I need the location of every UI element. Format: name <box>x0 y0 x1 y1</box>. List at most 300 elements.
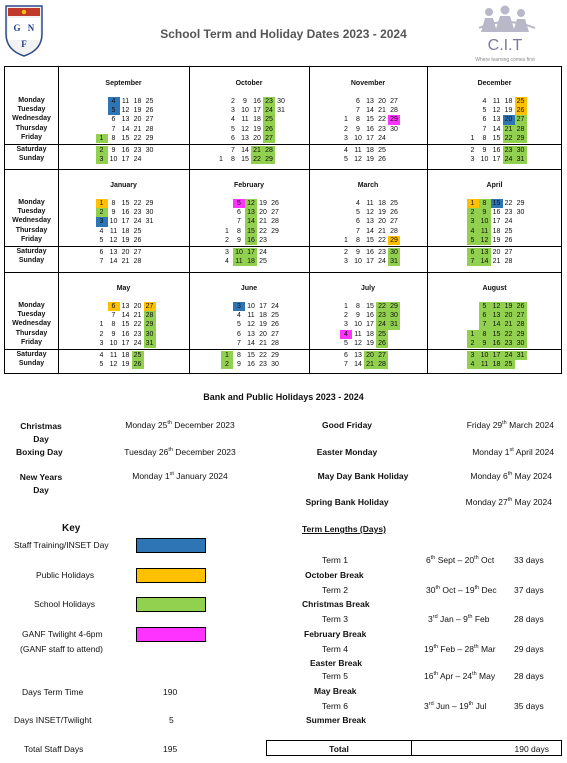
calendar-date: 5 <box>356 209 360 217</box>
calendar-date: 28 <box>133 258 142 266</box>
calendar-date: 4 <box>225 258 229 266</box>
day-label: Wednesday <box>12 115 51 123</box>
total-staff-days-value: 195 <box>163 744 178 754</box>
calendar-date: 6 <box>344 352 348 359</box>
calendar-date: 2 <box>221 360 233 369</box>
calendar-date: 15 <box>366 303 374 310</box>
key-twilight-label: GANF Twilight 4-6pm <box>22 629 103 639</box>
calendar-date: 14 <box>241 147 249 154</box>
calendar-date: 5 <box>479 302 491 311</box>
calendar-date: 31 <box>388 320 400 329</box>
calendar-date: 19 <box>366 339 374 347</box>
calendar-date: 13 <box>354 352 362 359</box>
calendar-date: 4 <box>482 98 487 105</box>
weekend-separator <box>5 246 561 247</box>
calendar-date: 11 <box>247 312 255 320</box>
key-public-label: Public Holidays <box>36 570 95 580</box>
calendar-date: 24 <box>378 134 386 142</box>
calendar-date: 8 <box>111 200 116 207</box>
calendar-date: 11 <box>479 227 491 236</box>
calendar-date: 14 <box>366 107 374 115</box>
calendar-date: 23 <box>133 209 142 217</box>
calendar-date: 10 <box>109 156 118 164</box>
calendar-date: 10 <box>233 248 245 257</box>
calendar-date: 18 <box>366 147 374 154</box>
calendar-date: 30 <box>277 98 285 105</box>
term-5-label: Term 5 <box>322 671 348 681</box>
term-6-label: Term 6 <box>322 701 348 711</box>
calendar-date: 29 <box>144 320 156 329</box>
calendar-date: 13 <box>366 218 374 226</box>
calendar-date: 30 <box>388 311 400 320</box>
calendar-date: 12 <box>109 236 118 244</box>
calendar-date: 16 <box>121 209 130 217</box>
calendar-date: 15 <box>366 236 374 244</box>
crest-letter-g: G <box>13 23 21 33</box>
calendar-date: 21 <box>492 258 501 266</box>
calendar-date: 19 <box>121 236 130 244</box>
calendar-date: 8 <box>231 156 235 164</box>
calendar-date: 29 <box>388 115 400 124</box>
calendar-date: 28 <box>515 320 527 329</box>
calendar-date: 14 <box>366 227 374 235</box>
easter-break: Easter Break <box>310 658 362 668</box>
calendar-date: 30 <box>515 146 527 155</box>
calendar-date: 26 <box>504 236 513 244</box>
calendar-date: 9 <box>479 208 491 217</box>
calendar-date: 4 <box>99 227 104 235</box>
calendar-date: 22 <box>503 330 515 339</box>
calendar-date: 19 <box>253 125 261 133</box>
calendar-date: 3 <box>470 156 475 164</box>
grid-vline <box>427 67 428 373</box>
calendar-date: 15 <box>121 200 130 207</box>
calendar-date: 18 <box>121 352 130 359</box>
calendar-date: 21 <box>133 312 142 320</box>
calendar-date: 21 <box>378 107 386 115</box>
calendar-date: 14 <box>247 339 255 347</box>
month-name: October <box>235 80 263 87</box>
days-term-time-label: Days Term Time <box>22 687 84 697</box>
day-label: Tuesday <box>17 311 46 319</box>
calendar-date: 24 <box>259 249 267 256</box>
calendar-date: 1 <box>96 134 108 143</box>
calendar-date: 25 <box>378 147 386 154</box>
calendar-date: 27 <box>390 98 398 105</box>
calendar-date: 16 <box>121 330 130 338</box>
term-6-days: 35 days <box>514 701 544 711</box>
calendar-date: 22 <box>133 134 142 142</box>
calendar-date: 7 <box>111 312 116 320</box>
key-public-swatch <box>136 568 206 583</box>
calendar-date: 26 <box>378 156 386 164</box>
calendar-date: 14 <box>491 320 503 329</box>
calendar-date: 19 <box>503 302 515 311</box>
total-label: Total <box>329 744 349 754</box>
key-inset-label: Staff Training/INSET Day <box>14 540 109 550</box>
day-label: Thursday <box>15 124 48 132</box>
calendar-date: 7 <box>482 125 487 133</box>
may-day-date: Monday 6th May 2024 <box>470 471 552 481</box>
calendar-date: 29 <box>515 330 527 339</box>
calendar-date: 23 <box>259 236 267 244</box>
calendar-date: 6 <box>99 249 104 256</box>
calendar-date: 16 <box>121 147 130 154</box>
term-2-days: 37 days <box>514 585 544 595</box>
calendar-date: 13 <box>121 303 130 310</box>
calendar-date: 5 <box>467 236 479 245</box>
calendar-date: 11 <box>354 147 362 154</box>
boxing-day-label: Boxing Day <box>16 447 63 457</box>
calendar-date: 20 <box>503 115 515 124</box>
term-1-label: Term 1 <box>322 555 348 565</box>
calendar-date: 27 <box>390 218 398 226</box>
calendar-date: 28 <box>145 125 154 133</box>
calendar-date: 7 <box>356 107 360 115</box>
day-label: Sunday <box>18 257 45 265</box>
month-name: March <box>357 182 379 189</box>
day-label: Monday <box>18 199 45 206</box>
calendar-date: 27 <box>504 249 513 256</box>
calendar-date: 27 <box>144 302 156 311</box>
calendar-date: 18 <box>121 227 130 235</box>
key-twilight-note: (GANF staff to attend) <box>20 644 103 654</box>
calendar-date: 8 <box>237 227 241 235</box>
calendar-date: 8 <box>356 236 360 244</box>
day-label: Wednesday <box>12 320 51 328</box>
calendar-date: 5 <box>99 361 104 369</box>
calendar-date: 11 <box>492 98 501 105</box>
calendar-date: 10 <box>109 218 118 226</box>
calendar-date: 11 <box>121 98 130 105</box>
calendar-date: 3 <box>344 134 348 142</box>
grid-vline <box>189 67 190 373</box>
calendar-date: 2 <box>96 208 108 217</box>
calendar-date: 7 <box>344 361 348 369</box>
calendar-date: 28 <box>515 125 527 134</box>
calendar-date: 28 <box>390 227 398 235</box>
calendar-date: 19 <box>378 209 386 217</box>
calendar-date: 20 <box>121 249 130 256</box>
calendar-date: 20 <box>364 351 376 360</box>
calendar-date: 21 <box>251 146 263 155</box>
calendar-date: 20 <box>133 303 142 310</box>
calendar-date: 16 <box>491 339 503 348</box>
calendar-date: 22 <box>503 134 515 143</box>
calendar-date: 17 <box>259 303 267 310</box>
calendar-date: 15 <box>245 227 257 236</box>
calendar-date: 6 <box>467 248 479 257</box>
calendar-date: 16 <box>253 98 261 105</box>
may-break: May Break <box>314 686 357 696</box>
calendar-date: 25 <box>390 200 398 207</box>
calendar-date: 1 <box>99 321 104 329</box>
day-label: Thursday <box>15 226 48 234</box>
calendar-date: 6 <box>482 116 487 124</box>
calendar-date: 6 <box>237 330 241 338</box>
term-1-dates: 6th Sept – 20th Oct <box>426 555 495 565</box>
calendar-date: 26 <box>390 209 398 217</box>
calendar-date: 30 <box>145 209 154 217</box>
calendar-date: 17 <box>491 351 503 360</box>
calendar-date: 2 <box>96 146 108 155</box>
calendar-date: 6 <box>356 218 360 226</box>
calendar-date: 15 <box>121 134 130 142</box>
calendar-date: 24 <box>378 258 386 266</box>
calendar-date: 3 <box>225 249 229 256</box>
calendar-date: 14 <box>492 125 501 133</box>
calendar-date: 13 <box>109 249 118 256</box>
calendar-date: 25 <box>259 258 267 266</box>
calendar-date: 10 <box>354 134 362 142</box>
calendar-date: 13 <box>479 248 491 257</box>
easter-monday-date: Monday 1st April 2024 <box>472 447 554 457</box>
calendar-date: 20 <box>259 330 267 338</box>
calendar-date: 2 <box>231 98 235 105</box>
cit-logo <box>445 4 557 66</box>
calendar-date: 2 <box>470 147 475 154</box>
month-name: January <box>110 182 137 189</box>
calendar-date: 25 <box>376 330 388 339</box>
month-name: May <box>116 285 131 292</box>
grid-vline <box>58 67 59 373</box>
calendar-date: 29 <box>271 227 279 235</box>
calendar-date: 29 <box>516 200 525 207</box>
calendar-date: 19 <box>259 200 267 207</box>
day-label: Tuesday <box>17 106 46 114</box>
calendar-date: 29 <box>145 200 154 207</box>
calendar-date: 5 <box>233 199 245 208</box>
calendar-date: 15 <box>241 156 249 164</box>
calendar-date: 4 <box>108 97 120 106</box>
calendar-date: 21 <box>503 125 515 134</box>
calendar-date: 12 <box>109 361 118 369</box>
calendar-date: 21 <box>378 227 386 235</box>
calendar-date: 23 <box>504 209 513 217</box>
calendar-date: 24 <box>503 351 515 360</box>
calendar-date: 22 <box>376 302 388 311</box>
calendar-date: 7 <box>237 339 241 347</box>
calendar-date: 1 <box>225 227 229 235</box>
calendar-date: 8 <box>237 352 241 359</box>
calendar-date: 21 <box>259 218 267 226</box>
calendar-date: 11 <box>479 360 491 369</box>
calendar-date: 4 <box>237 312 241 320</box>
calendar-date: 17 <box>366 258 374 266</box>
calendar-date: 10 <box>109 339 118 347</box>
calendar-date: 28 <box>376 360 388 369</box>
calendar-date: 3 <box>96 217 108 226</box>
term-4-dates: 19th Feb – 28th Mar <box>424 644 496 654</box>
calendar-date: 7 <box>111 125 116 133</box>
calendar-date: 23 <box>503 146 515 155</box>
term-5-days: 28 days <box>514 671 544 681</box>
calendar-date: 2 <box>344 249 348 256</box>
term-3-days: 28 days <box>514 614 544 624</box>
calendar-date: 15 <box>492 134 501 142</box>
calendar-date: 12 <box>492 107 501 115</box>
calendar-date: 4 <box>356 200 360 207</box>
calendar-date: 17 <box>492 156 501 164</box>
calendar-date: 17 <box>121 218 130 226</box>
calendar-date: 28 <box>271 339 279 347</box>
calendar-date: 20 <box>378 218 386 226</box>
total-row <box>266 740 562 756</box>
calendar-date: 18 <box>259 312 267 320</box>
page-title: School Term and Holiday Dates 2023 - 2024 <box>160 27 407 41</box>
calendar-date: 20 <box>378 98 386 105</box>
february-break: February Break <box>304 629 367 639</box>
month-name: July <box>360 285 375 292</box>
calendar-date: 7 <box>231 147 235 154</box>
calendar-date: 9 <box>479 339 491 348</box>
day-label: Thursday <box>15 329 48 337</box>
calendar-date: 27 <box>271 209 279 217</box>
calendar-date: 26 <box>271 200 279 207</box>
calendar-date: 21 <box>503 320 515 329</box>
calendar-date: 23 <box>259 361 267 369</box>
calendar-date: 1 <box>219 156 223 164</box>
bank-holidays-heading: Bank and Public Holidays 2023 - 2024 <box>203 392 364 402</box>
calendar-date: 12 <box>354 156 362 164</box>
calendar-date: 7 <box>356 227 360 235</box>
calendar-date: 8 <box>479 199 491 208</box>
cit-logo-text: C.I.T <box>487 37 523 54</box>
grid-hline <box>5 272 561 273</box>
calendar-date: 7 <box>99 258 104 266</box>
crest-letter-n: N <box>27 23 35 33</box>
calendar-date: 22 <box>259 352 267 359</box>
calendar-date: 18 <box>504 98 513 105</box>
calendar-date: 31 <box>145 218 154 226</box>
calendar-date: 24 <box>503 155 515 164</box>
calendar-date: 17 <box>492 218 501 226</box>
calendar-date: 18 <box>253 116 261 124</box>
calendar-date: 16 <box>366 312 374 320</box>
calendar-date: 11 <box>109 352 118 359</box>
calendar-date: 26 <box>132 360 144 369</box>
calendar-date: 25 <box>145 98 154 105</box>
calendar-date: 2 <box>344 125 348 133</box>
calendar-date: 22 <box>251 155 263 164</box>
calendar-date: 12 <box>245 199 257 208</box>
calendar-date: 12 <box>479 236 491 245</box>
calendar-date: 2 <box>467 208 479 217</box>
calendar-date: 9 <box>356 249 360 256</box>
calendar-date: 15 <box>247 352 255 359</box>
key-school-swatch <box>136 597 206 612</box>
calendar-date: 18 <box>378 200 386 207</box>
calendar-date: 9 <box>237 361 241 369</box>
calendar-date: 5 <box>344 156 348 164</box>
spring-bank-label: Spring Bank Holiday <box>305 497 389 507</box>
calendar-date: 8 <box>356 303 360 310</box>
calendar-date: 3 <box>96 155 108 164</box>
calendar-date: 19 <box>492 236 501 244</box>
calendar-date: 18 <box>492 227 501 235</box>
calendar-date: 24 <box>133 339 142 347</box>
calendar-date: 29 <box>271 352 279 359</box>
calendar-date: 6 <box>108 302 120 311</box>
calendar-date: 28 <box>504 258 513 266</box>
calendar-date: 17 <box>253 107 261 115</box>
total-staff-days-label: Total Staff Days <box>24 744 84 754</box>
calendar-date: 26 <box>263 125 275 134</box>
calendar-date: 19 <box>121 361 130 369</box>
calendar-date: 9 <box>111 209 116 217</box>
calendar-date: 3 <box>344 258 348 266</box>
calendar-date: 6 <box>111 116 116 124</box>
calendar-date: 5 <box>482 107 487 115</box>
calendar-date: 20 <box>133 116 142 124</box>
day-label: Sunday <box>18 155 45 163</box>
calendar-date: 8 <box>356 116 360 124</box>
calendar-date: 25 <box>504 227 513 235</box>
calendar-date: 22 <box>259 227 267 235</box>
calendar-date: 26 <box>515 302 527 311</box>
term-3-dates: 3rd Jan – 9th Feb <box>428 614 490 624</box>
calendar-date: 29 <box>388 236 400 245</box>
calendar-date: 9 <box>356 312 360 320</box>
day-label: Saturday <box>16 248 47 255</box>
calendar-date: 13 <box>247 330 255 338</box>
calendar-date: 11 <box>354 330 362 338</box>
calendar-date: 9 <box>111 147 116 154</box>
day-label: Monday <box>18 97 45 104</box>
new-years-day-date: Monday 1st January 2024 <box>132 471 228 481</box>
calendar-date: 30 <box>144 330 156 339</box>
calendar-date: 30 <box>390 125 398 133</box>
calendar-date: 14 <box>121 125 130 133</box>
calendar-date: 17 <box>245 248 257 257</box>
calendar-date: 30 <box>516 209 525 217</box>
calendar-date: 30 <box>515 339 527 348</box>
calendar-date: 16 <box>247 361 255 369</box>
calendar-date: 6 <box>231 134 235 142</box>
day-label: Friday <box>20 235 42 243</box>
day-label: Sunday <box>18 360 45 368</box>
calendar-date: 24 <box>263 106 275 115</box>
day-label: Friday <box>20 338 42 346</box>
boxing-day-date: Tuesday 26th December 2023 <box>124 447 236 457</box>
calendar-date: 1 <box>344 303 348 310</box>
term-calendar <box>4 66 562 374</box>
calendar-date: 23 <box>378 249 386 256</box>
calendar-date: 12 <box>354 339 362 347</box>
calendar-date: 27 <box>133 249 142 256</box>
calendar-date: 10 <box>354 258 362 266</box>
calendar-date: 5 <box>231 125 235 133</box>
calendar-date: 9 <box>111 330 116 338</box>
calendar-date: 10 <box>479 217 491 226</box>
calendar-date: 1 <box>467 330 479 339</box>
month-name: August <box>482 285 507 292</box>
october-break: October Break <box>305 570 364 580</box>
calendar-date: 15 <box>366 116 374 124</box>
day-label: Saturday <box>16 146 47 153</box>
christmas-day-date: Monday 25th December 2023 <box>125 420 235 430</box>
calendar-date: 13 <box>241 134 249 142</box>
calendar-date: 26 <box>145 107 154 115</box>
calendar-date: 23 <box>503 339 515 348</box>
calendar-date: 25 <box>132 351 144 360</box>
calendar-date: 31 <box>515 155 527 164</box>
calendar-date: 28 <box>144 311 156 320</box>
calendar-date: 5 <box>344 339 348 347</box>
calendar-date: 25 <box>515 97 527 106</box>
days-term-time-value: 190 <box>163 687 178 697</box>
calendar-date: 17 <box>121 156 130 164</box>
